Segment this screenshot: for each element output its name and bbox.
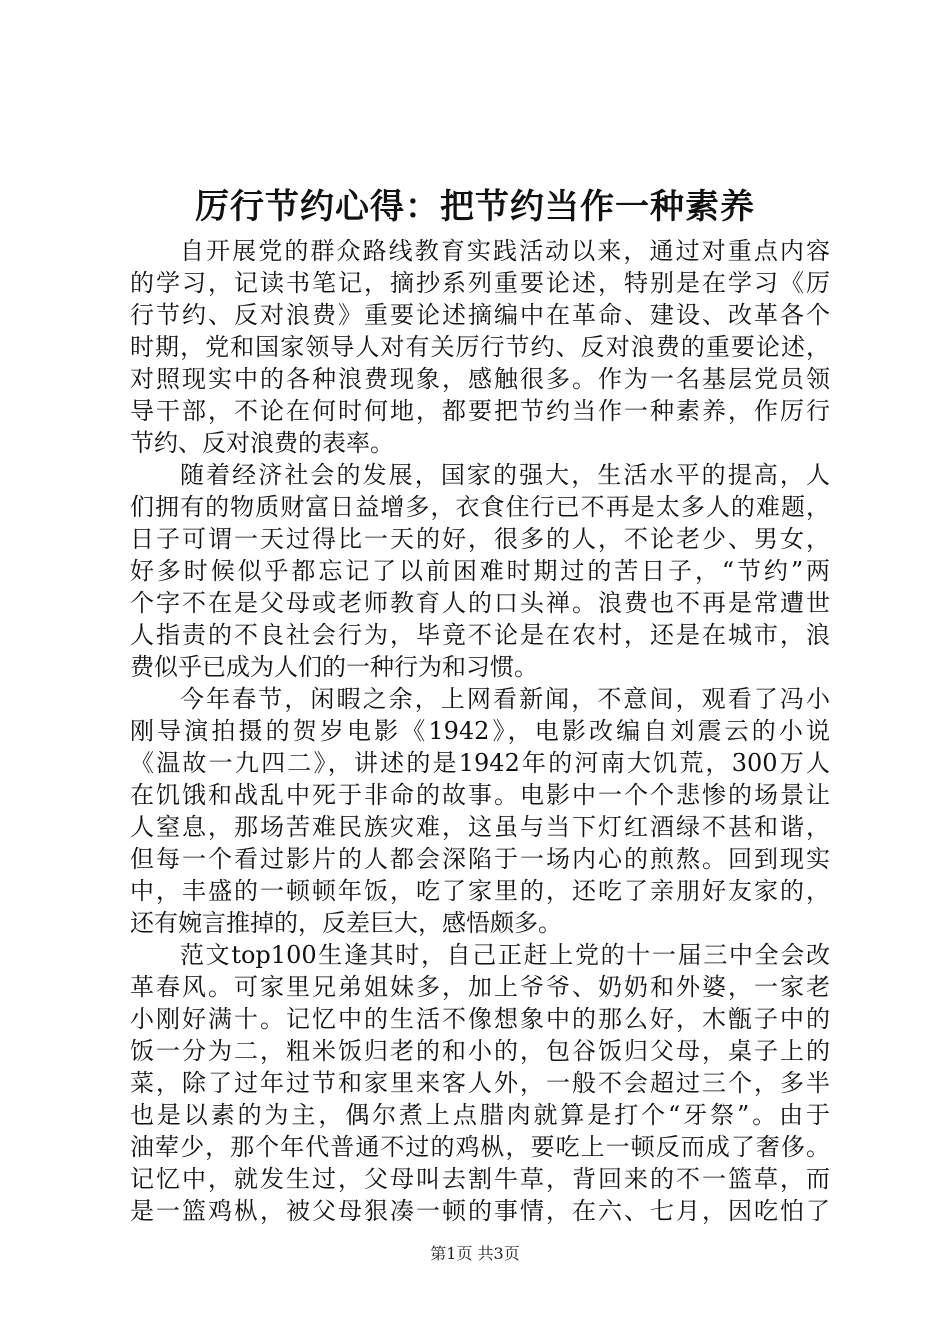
text-line: 油荤少，那个年代普通不过的鸡枞，要吃上一顿反而成了奢侈。 xyxy=(130,1133,830,1161)
text-line: 人窒息，那场苦难民族灾难，这虽与当下灯红酒绿不甚和谐， xyxy=(130,813,830,841)
text-line: 还有婉言推掉的，反差巨大，感悟颇多。 xyxy=(130,909,562,937)
text-line: 今年春节，闲暇之余，上网看新闻，不意间，观看了冯小 xyxy=(180,685,830,713)
text-line: 饭一分为二，粗米饭归老的和小的，包谷饭归父母，桌子上的 xyxy=(130,1037,830,1065)
text-line: 记忆中，就发生过，父母叫去割牛草，背回来的不一篮草，而 xyxy=(130,1165,830,1193)
text-line: 自开展党的群众路线教育实践活动以来，通过对重点内容 xyxy=(180,237,830,265)
text-line: 也是以素的为主，偶尔煮上点腊肉就算是打个“牙祭”。由于 xyxy=(130,1101,830,1129)
page-number: 第1页 共3页 xyxy=(430,1244,520,1263)
text-line: 好多时候似乎都忘记了以前困难时期过的苦日子，“节约”两 xyxy=(130,557,830,585)
text-line: 中，丰盛的一顿顿年饭，吃了家里的，还吃了亲朋好友家的， xyxy=(130,877,830,905)
text-line: 对照现实中的各种浪费现象，感触很多。作为一名基层党员领 xyxy=(130,365,830,393)
text-line: 菜，除了过年过节和家里来客人外，一般不会超过三个，多半 xyxy=(130,1069,830,1097)
text-line: 节约、反对浪费的表率。 xyxy=(130,429,394,457)
text-line: 小刚好满十。记忆中的生活不像想象中的那么好，木甑子中的 xyxy=(130,1005,830,1033)
text-line: 日子可谓一天过得比一天的好，很多的人，不论老少、男女， xyxy=(130,525,830,553)
text-line: 随着经济社会的发展，国家的强大，生活水平的提高，人 xyxy=(180,461,830,489)
text-line: 范文top100生逢其时，自己正赶上党的十一届三中全会改 xyxy=(180,941,830,969)
text-line: 在饥饿和战乱中死于非命的故事。电影中一个个悲惨的场景让 xyxy=(130,781,830,809)
text-line: 人指责的不良社会行为，毕竟不论是在农村，还是在城市，浪 xyxy=(130,621,830,649)
text-line: 个字不在是父母或老师教育人的口头禅。浪费也不再是常遭世 xyxy=(130,589,830,617)
text-line: 费似乎已成为人们的一种行为和习惯。 xyxy=(130,653,538,681)
text-line: 行节约、反对浪费》重要论述摘编中在革命、建设、改革各个 xyxy=(130,301,830,329)
text-line: 《温故一九四二》，讲述的是1942年的河南大饥荒，300万人 xyxy=(130,749,830,777)
document-body xyxy=(130,235,830,1227)
text-line: 是一篮鸡枞，被父母狠凑一顿的事情，在六、七月，因吃怕了 xyxy=(130,1197,830,1225)
text-line: 的学习，记读书笔记，摘抄系列重要论述，特别是在学习《厉 xyxy=(130,269,830,297)
text-line: 但每一个看过影片的人都会深陷于一场内心的煎熬。回到现实 xyxy=(130,845,830,873)
text-line: 导干部，不论在何时何地，都要把节约当作一种素养，作厉行 xyxy=(130,397,830,425)
text-line: 革春风。可家里兄弟姐妹多，加上爷爷、奶奶和外婆，一家老 xyxy=(130,973,830,1001)
document-title: 厉行节约心得：把节约当作一种素养 xyxy=(195,187,755,227)
text-line: 刚导演拍摄的贺岁电影《1942》，电影改编自刘震云的小说 xyxy=(130,717,830,745)
text-line: 们拥有的物质财富日益增多，衣食住行已不再是太多人的难题， xyxy=(130,493,830,521)
text-line: 时期，党和国家领导人对有关厉行节约、反对浪费的重要论述， xyxy=(130,333,830,361)
